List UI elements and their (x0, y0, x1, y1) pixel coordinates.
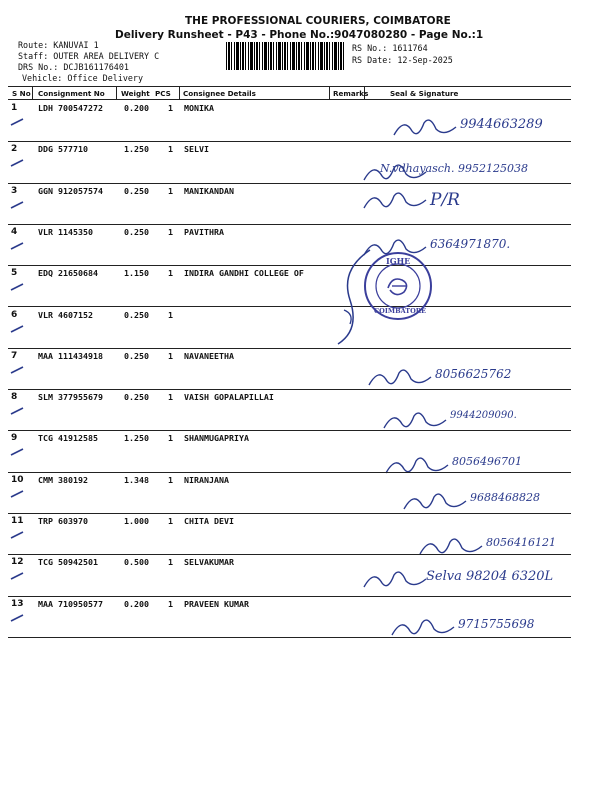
row-sno: 9 (11, 433, 18, 444)
row-consignment-no: TCG 41912585 (38, 433, 98, 444)
row-handwritten-note: 9944663289 (460, 117, 543, 132)
tick-mark-icon (9, 158, 27, 168)
row-pcs: 1 (168, 557, 173, 568)
table-row (0, 184, 600, 225)
row-sno: 7 (11, 350, 18, 361)
table-row (0, 390, 600, 431)
row-pcs: 1 (168, 350, 173, 361)
row-weight: 1.150 (124, 268, 149, 279)
row-sno: 12 (11, 557, 24, 568)
company-name: THE PROFESSIONAL COURIERS, COIMBATORE (185, 15, 451, 27)
col-header-remarks: Remarks (333, 89, 369, 98)
row-consignee: SHANMUGAPRIYA (184, 433, 249, 444)
drs-number: DRS No.: DCJB161176401 (18, 62, 129, 72)
row-pcs: 1 (168, 309, 173, 320)
row-consignee: SELVAKUMAR (184, 557, 234, 568)
row-pcs: 1 (168, 144, 173, 155)
row-consignment-no: CMM 380192 (38, 474, 88, 485)
handwritten-scribble (330, 240, 390, 350)
tick-mark-icon (9, 324, 27, 334)
row-pcs: 1 (168, 268, 173, 279)
row-pcs: 1 (168, 516, 173, 526)
row-weight: 1.348 (124, 474, 149, 485)
row-consignee: MANIKANDAN (184, 185, 234, 196)
col-header-weight: Weight (121, 89, 150, 98)
row-handwritten-note: 8056496701 (452, 455, 522, 469)
staff-label: Staff: OUTER AREA DELIVERY C (18, 51, 160, 61)
row-consignment-no: MAA 710950577 (38, 598, 103, 609)
table-row (0, 225, 600, 266)
row-consignee: INDIRA GANDHI COLLEGE OF (184, 268, 304, 279)
row-weight: 0.250 (124, 309, 149, 320)
row-handwritten-note: 9944209090. (450, 410, 517, 422)
row-weight: 0.250 (124, 226, 149, 237)
rs-number: RS No.: 1611764 (352, 43, 428, 53)
row-sno: 8 (11, 392, 18, 403)
tick-mark-icon (9, 200, 27, 210)
tick-mark-icon (9, 489, 27, 499)
table-row (0, 142, 600, 183)
row-consignee: PRAVEEN KUMAR (184, 598, 249, 609)
row-weight: 1.250 (124, 144, 149, 155)
tick-mark-icon (9, 365, 27, 375)
row-sno: 2 (11, 144, 18, 155)
row-weight: 0.200 (124, 103, 149, 113)
row-sno: 3 (11, 185, 18, 196)
tick-mark-icon (9, 571, 27, 581)
row-handwritten-note: 8056625762 (435, 366, 512, 381)
row-consignment-no: TRP 603970 (38, 516, 88, 526)
col-header-consignee: Consignee Details (183, 89, 256, 98)
row-weight: 0.500 (124, 557, 149, 568)
row-sno: 11 (11, 516, 24, 526)
row-handwritten-note: 9715755698 (458, 616, 535, 631)
table-row (0, 473, 600, 514)
seal-text-top: IGHE (386, 256, 411, 266)
row-handwritten-note: 8056416121 (486, 536, 556, 549)
table-row (0, 349, 600, 390)
row-weight: 1.250 (124, 433, 149, 444)
row-sno: 4 (11, 226, 18, 237)
row-consignment-no: VLR 1145350 (38, 226, 93, 237)
tick-mark-icon (9, 282, 27, 292)
row-weight: 1.000 (124, 516, 149, 526)
row-handwritten-note: 6364971870. (430, 236, 511, 251)
signature-scribble (388, 613, 458, 643)
row-handwritten-note: Selva 98204 6320L (426, 569, 554, 585)
signature-scribble (360, 565, 430, 595)
row-sno: 13 (11, 598, 24, 609)
col-header-sno: S No (12, 89, 31, 98)
tick-mark-icon (9, 406, 27, 416)
vehicle-label: Vehicle: Office Delivery (22, 73, 144, 83)
row-consignee: NAVANEETHA (184, 350, 234, 361)
row-consignee: PAVITHRA (184, 226, 224, 237)
row-weight: 0.250 (124, 350, 149, 361)
row-consignment-no: TCG 50942501 (38, 557, 98, 568)
row-consignee: SELVI (184, 144, 209, 155)
row-handwritten-note: N.vdhayasch. 9952125038 (380, 162, 528, 176)
seal-text-bottom: COIMBATORE (374, 307, 427, 315)
col-header-consignment: Consignment No (38, 89, 105, 98)
tick-mark-icon (9, 530, 27, 540)
row-pcs: 1 (168, 226, 173, 237)
row-pcs: 1 (168, 474, 173, 485)
table-row (0, 514, 600, 555)
row-consignment-no: GGN 912057574 (38, 185, 103, 196)
row-consignment-no: LDH 700547272 (38, 103, 103, 113)
row-weight: 0.250 (124, 185, 149, 196)
table-row (0, 597, 600, 638)
tick-mark-icon (9, 613, 27, 623)
row-sno: 1 (11, 103, 18, 113)
row-pcs: 1 (168, 392, 173, 403)
tick-mark-icon (9, 447, 27, 457)
col-header-seal-signature: Seal & Signature (390, 89, 459, 98)
row-handwritten-note: P/R (430, 189, 460, 210)
row-weight: 0.200 (124, 598, 149, 609)
runsheet-title: Delivery Runsheet - P43 - Phone No.:9047080280 - Page No.:1 (115, 29, 484, 41)
row-handwritten-note: 9688468828 (470, 490, 540, 504)
row-sno: 6 (11, 309, 18, 320)
row-consignee: NIRANJANA (184, 474, 229, 485)
row-sno: 5 (11, 268, 18, 279)
row-consignee: CHITA DEVI (184, 516, 234, 526)
table-row (0, 431, 600, 472)
tick-mark-icon (9, 117, 27, 127)
table-row (0, 266, 600, 307)
row-consignment-no: DDG 577710 (38, 144, 88, 155)
table-row (0, 308, 600, 349)
row-consignment-no: MAA 111434918 (38, 350, 103, 361)
row-consignment-no: EDQ 21650684 (38, 268, 98, 279)
row-weight: 0.250 (124, 392, 149, 403)
row-consignee: VAISH GOPALAPILLAI (184, 392, 274, 403)
table-row (0, 555, 600, 596)
row-pcs: 1 (168, 598, 173, 609)
signature-scribble (390, 113, 460, 143)
row-pcs: 1 (168, 185, 173, 196)
col-header-pcs: PCS (155, 89, 171, 98)
row-consignment-no: SLM 377955679 (38, 392, 103, 403)
signature-scribble (360, 186, 430, 216)
route-label: Route: KANUVAI 1 (18, 40, 99, 50)
row-consignee: MONIKA (184, 103, 214, 113)
table-row (0, 101, 600, 142)
row-pcs: 1 (168, 103, 173, 113)
row-sno: 10 (11, 474, 24, 485)
row-divider (8, 637, 571, 638)
tick-mark-icon (9, 241, 27, 251)
row-consignment-no: VLR 4607152 (38, 309, 93, 320)
rs-date: RS Date: 12-Sep-2025 (352, 55, 453, 65)
row-pcs: 1 (168, 433, 173, 444)
